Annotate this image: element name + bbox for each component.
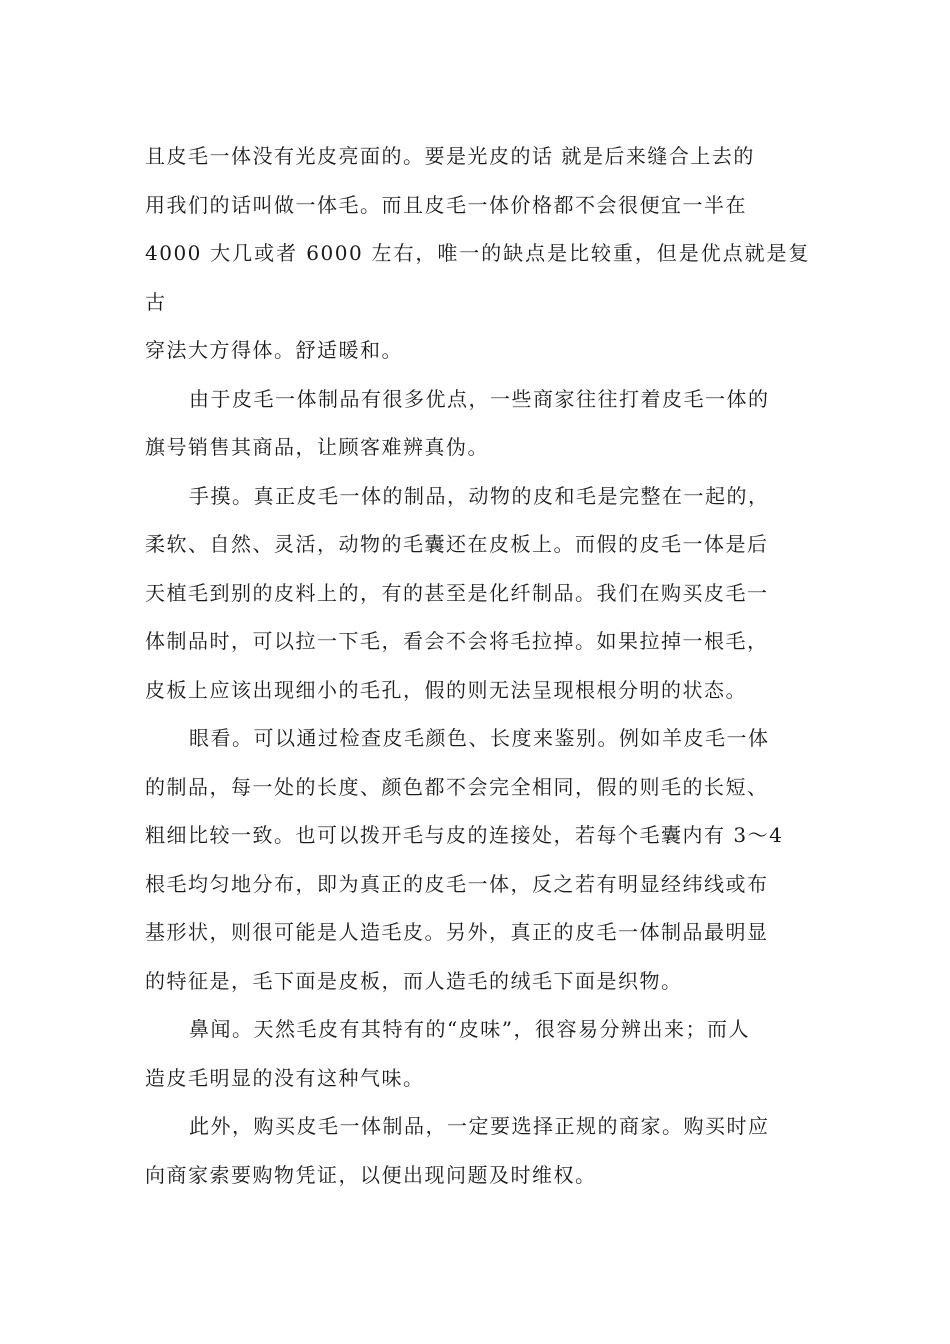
line: 旗号销售其商品，让顾客难辨真伪。 — [145, 435, 489, 459]
line: 眼看。可以通过检查皮毛颜色、长度来鉴别。例如羊皮毛一体 — [189, 726, 770, 750]
line: 且皮毛一体没有光皮亮面的。要是光皮的话 就是后来缝合上去的 — [145, 144, 755, 168]
line: 手摸。真正皮毛一体的制品，动物的皮和毛是完整在一起的， — [189, 483, 770, 508]
line: 柔软、自然、灵活，动物的毛囊还在皮板上。而假的皮毛一体是后 — [145, 532, 769, 556]
line: 皮板上应该出现细小的毛孔，假的则无法呈现根根分明的状态。 — [145, 677, 747, 702]
line: 基形状，则很可能是人造毛皮。另外，真正的皮毛一体制品最明显 — [145, 920, 769, 944]
line: 由于皮毛一体制品有很多优点，一些商家往往打着皮毛一体的 — [189, 386, 770, 411]
line: 穿法大方得体。舒适暖和。 — [145, 338, 403, 362]
paragraph-touch — [145, 472, 810, 715]
line: 此外，购买皮毛一体制品，一定要选择正规的商家。购买时应 — [189, 1114, 770, 1138]
line: 根毛均匀地分布，即为真正的皮毛一体，反之若有明显经纬线或布 — [145, 871, 769, 896]
paragraph-purchase-advice — [145, 1102, 810, 1199]
paragraph-fur-intro — [145, 132, 810, 375]
line: 粗细比较一致。也可以拨开毛与皮的连接处，若每个毛囊内有 3～4 — [145, 823, 784, 847]
line: 向商家索要购物凭证，以便出现问题及时维权。 — [145, 1162, 597, 1187]
line: 的制品，每一处的长度、颜色都不会完全相同，假的则毛的长短、 — [145, 774, 769, 799]
line: 4000 大几或者 6000 左右，唯一的缺点是比较重，但是优点就是复古 — [145, 241, 810, 314]
line: 体制品时，可以拉一下毛，看会不会将毛拉掉。如果拉掉一根毛， — [145, 629, 769, 653]
line: 鼻闻。天然毛皮有其特有的“皮味”，很容易分辨出来；而人 — [189, 1017, 750, 1041]
paragraph-look — [145, 714, 810, 1005]
paragraph-smell — [145, 1005, 810, 1102]
document-body — [145, 132, 810, 1199]
line: 天植毛到别的皮料上的，有的甚至是化纤制品。我们在购买皮毛一 — [145, 580, 769, 605]
line: 的特征是，毛下面是皮板，而人造毛的绒毛下面是织物。 — [145, 968, 683, 993]
line: 用我们的话叫做一体毛。而且皮毛一体价格都不会很便宜一半在 — [145, 192, 747, 217]
line: 造皮毛明显的没有这种气味。 — [145, 1065, 425, 1090]
paragraph-merchants — [145, 375, 810, 472]
